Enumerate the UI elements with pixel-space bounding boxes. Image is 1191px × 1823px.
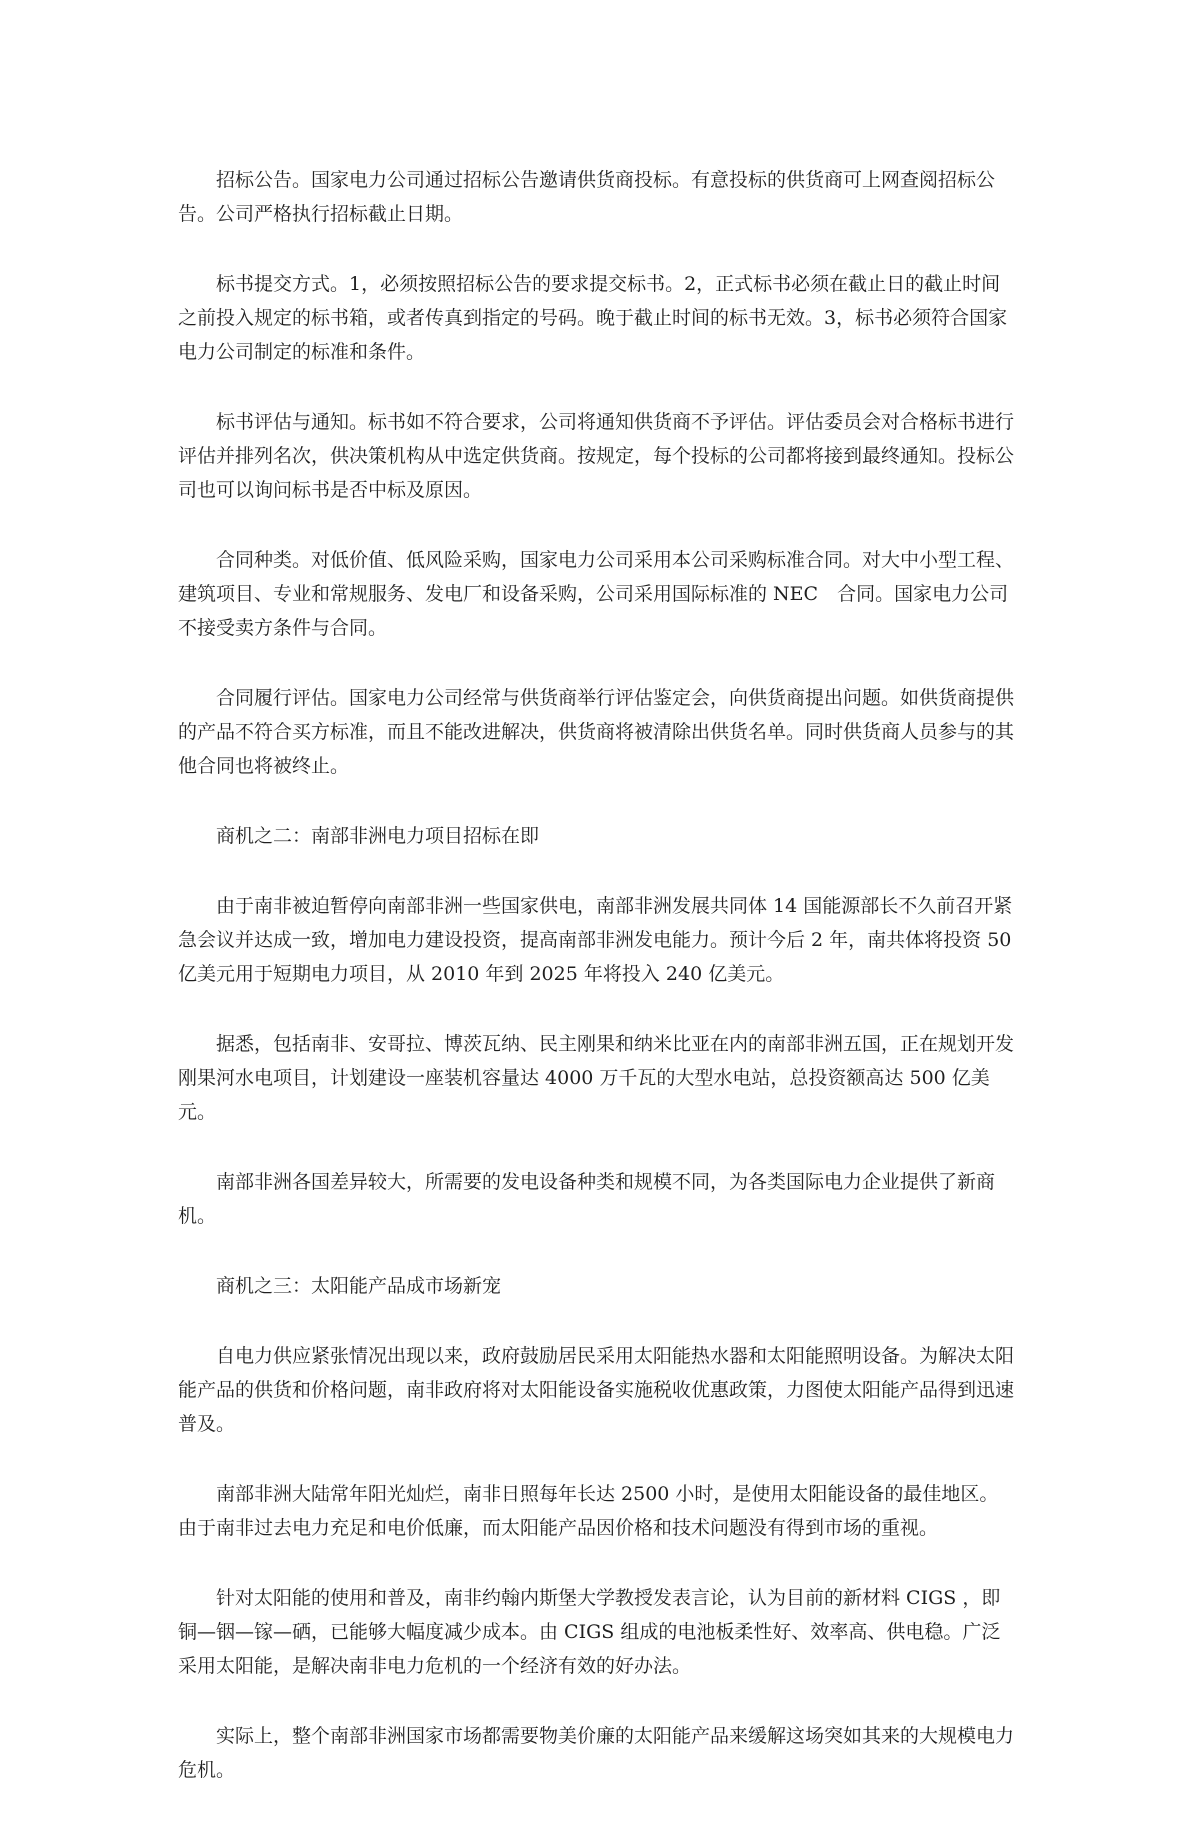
paragraph-contract-types: 合同种类。对低价值、低风险采购，国家电力公司采用本公司采购标准合同。对大中小型工程、建筑项目、专业和常规服务、发电厂和设备采购，公司采用国际标准的 NEC 合同。国家电力公司不接受卖方条件与合同。 [178,549,1015,639]
section-heading-opportunity-3: 商机之三：太阳能产品成市场新宠 [216,1275,502,1297]
paragraph-sadc-investment: 由于南非被迫暂停向南部非洲一些国家供电，南部非洲发展共同体 14 国能源部长不久前召开紧急会议并达成一致，增加电力建设投资，提高南部非洲发电能力。预计今后 2 年，南共体将投资 50 亿美元用于短期电力项目，从 2010 年到 2025 年将投入 240 亿美元。 [178,895,1013,985]
paragraph-congo-river-project: 据悉，包括南非、安哥拉、博茨瓦纳、民主刚果和纳米比亚在内的南部非洲五国，正在规划开发刚果河水电项目，计划建设一座装机容量达 4000 万千瓦的大型水电站，总投资额高达 500 亿美元。 [178,1033,1015,1123]
paragraph-bidding-announcement: 招标公告。国家电力公司通过招标公告邀请供货商投标。有意投标的供货商可上网查阅招标公告。公司严格执行招标截止日期。 [178,169,996,225]
paragraph-cigs-material: 针对太阳能的使用和普及，南非约翰内斯堡大学教授发表言论，认为目前的新材料 CIGS ，即铜—铟—镓—硒，已能够大幅度减少成本。由 CIGS 组成的电池板柔性好、效率高、供电稳。广泛采用太阳能，是解决南非电力危机的一个经济有效的好办法。 [178,1587,1001,1677]
paragraph-solar-policy: 自电力供应紧张情况出现以来，政府鼓励居民采用太阳能热水器和太阳能照明设备。为解决太阳能产品的供货和价格问题，南非政府将对太阳能设备实施税收优惠政策，力图使太阳能产品得到迅速普及。 [178,1345,1015,1435]
paragraph-bid-evaluation: 标书评估与通知。标书如不符合要求，公司将通知供货商不予评估。评估委员会对合格标书进行评估并排列名次，供决策机构从中选定供货商。按规定，每个投标的公司都将接到最终通知。投标公司也可以询问标书是否中标及原因。 [178,411,1015,501]
document-body [178,163,1014,1823]
paragraph-bid-submission: 标书提交方式。1，必须按照招标公告的要求提交标书。2，正式标书必须在截止日的截止时间之前投入规定的标书箱，或者传真到指定的号码。晚于截止时间的标书无效。3，标书必须符合国家电力公司制定的标准和条件。 [178,273,1008,363]
paragraph-regional-differences: 南部非洲各国差异较大，所需要的发电设备种类和规模不同，为各类国际电力企业提供了新商机。 [178,1171,996,1227]
paragraph-contract-performance: 合同履行评估。国家电力公司经常与供货商举行评估鉴定会，向供货商提出问题。如供货商提供的产品不符合买方标准，而且不能改进解决，供货商将被清除出供货名单。同时供货商人员参与的其他合同也将被终止。 [178,687,1015,777]
section-heading-opportunity-2: 商机之二：南部非洲电力项目招标在即 [216,825,540,847]
paragraph-solar-market-conclusion: 实际上，整个南部非洲国家市场都需要物美价廉的太阳能产品来缓解这场突如其来的大规模电力危机。 [178,1725,1015,1781]
paragraph-solar-sunshine: 南部非洲大陆常年阳光灿烂，南非日照每年长达 2500 小时，是使用太阳能设备的最佳地区。由于南非过去电力充足和电价低廉，而太阳能产品因价格和技术问题没有得到市场的重视。 [178,1483,999,1539]
